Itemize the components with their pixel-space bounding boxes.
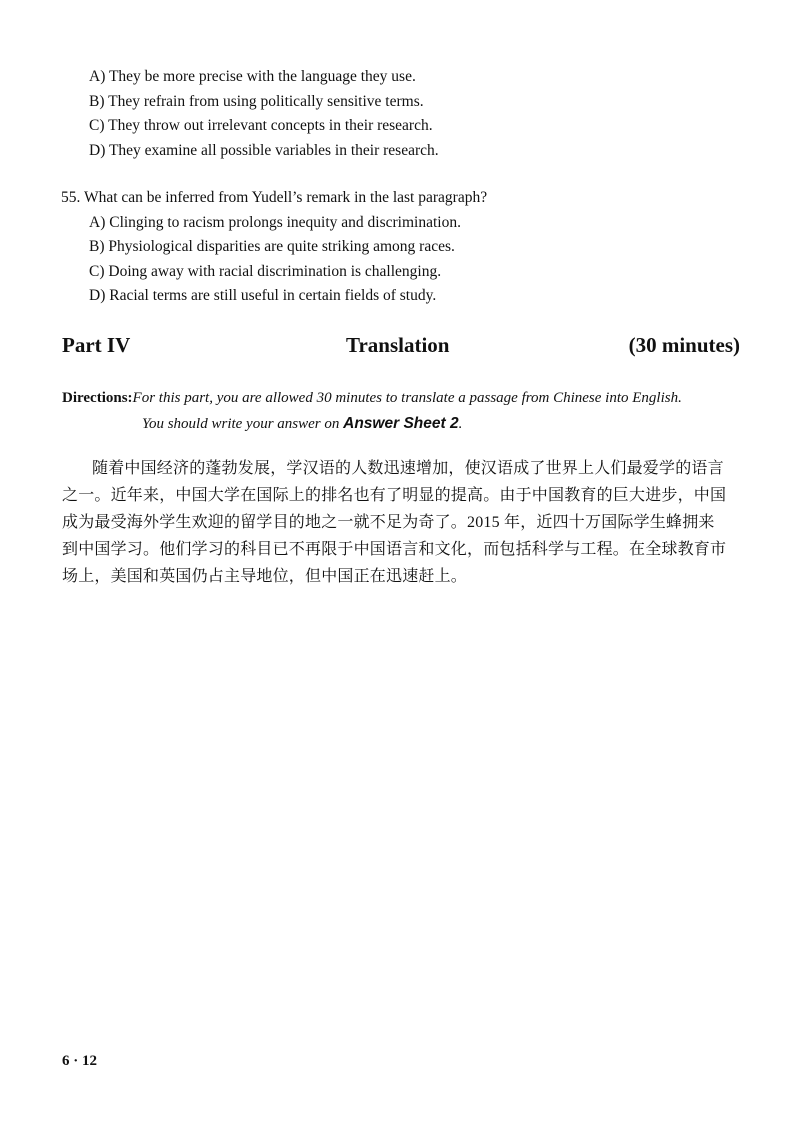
answer-sheet-label: Answer Sheet 2 [343, 415, 459, 432]
directions-text-2: You should write your answer on [142, 416, 344, 432]
passage-line: 场上，美国和英国仍占主导地位，但中国正在迅速赶上。 [62, 568, 468, 585]
option-d: D) Racial terms are still useful in certain fields of study. [89, 287, 437, 304]
option-d: D) They examine all possible variables in their research. [89, 141, 439, 159]
option-c: C) They throw out irrelevant concepts in their research. [89, 117, 433, 134]
option-b: B) Physiological disparities are quite striking among races. [89, 238, 455, 255]
directions-text-1: For this part, you are allowed 30 minutes to translate a passage from Chinese into English. [132, 390, 682, 406]
option-a: A) Clinging to racism prolongs inequity and discrimination. [89, 213, 461, 231]
passage-line: 随着中国经济的蓬勃发展，学汉语的人数迅速增加，使汉语成了世界上人们最爱学的语言 [92, 460, 724, 477]
part-number: Part IV [62, 333, 131, 357]
part-title: Translation [346, 333, 450, 357]
option-c: C) Doing away with racial discrimination is challenging. [89, 262, 442, 280]
passage-line: 之一。近年来，中国大学在国际上的排名也有了明显的提高。由于中国教育的巨大进步，中国 [62, 487, 727, 504]
option-b: B) They refrain from using politically sensitive terms. [89, 92, 424, 110]
question-55 [61, 186, 487, 309]
part-header [62, 333, 740, 363]
directions-line-2 [62, 411, 682, 437]
directions-line-1 [62, 386, 682, 411]
question-55-stem: 55. What can be inferred from Yudell’s remark in the last paragraph? [61, 189, 488, 206]
question-55-options [89, 211, 487, 309]
directions [62, 386, 682, 437]
translation-passage [62, 455, 742, 590]
directions-label: Directions: [62, 390, 133, 406]
directions-text-2-end: . [458, 416, 463, 432]
option-a: A) They be more precise with the language they use. [89, 68, 416, 85]
part-time: (30 minutes) [628, 333, 740, 357]
passage-line: 成为最受海外学生欢迎的留学目的地之一就不足为奇了。2015 年，近四十万国际学生蜂拥来 [62, 514, 715, 531]
question-54-options [89, 65, 439, 163]
page-number: 6 · 12 [62, 1053, 98, 1069]
passage-line: 到中国学习。他们学习的科目已不再限于中国语言和文化，而包括科学与工程。在全球教育市 [62, 541, 727, 558]
